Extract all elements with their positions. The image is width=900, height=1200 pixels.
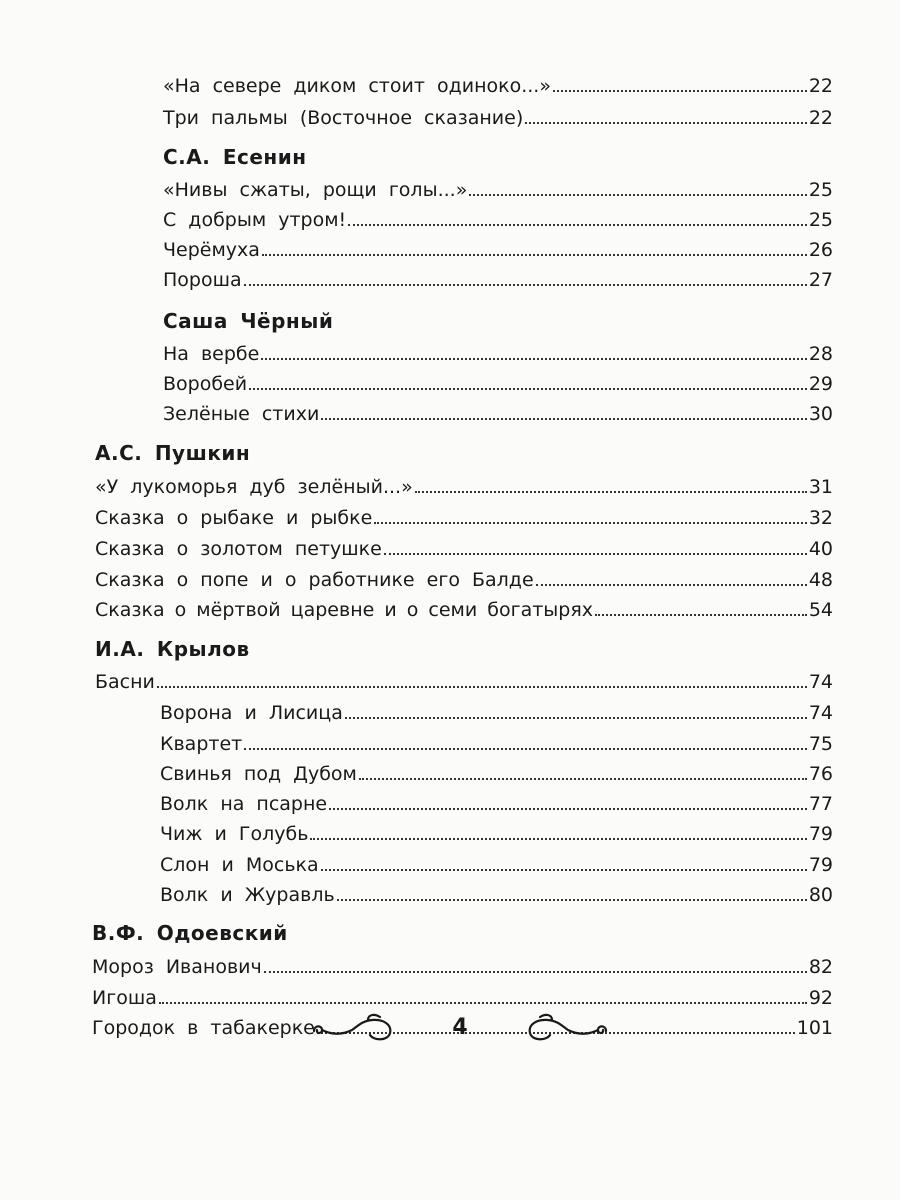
dot-leader bbox=[262, 254, 807, 256]
entry-title: «На севере диком стоит одиноко...» bbox=[163, 75, 551, 97]
entry-title: Игоша bbox=[92, 987, 157, 1009]
toc-entry[interactable] bbox=[163, 340, 833, 366]
entry-page: 25 bbox=[808, 179, 833, 201]
entry-title: На вербе bbox=[163, 343, 260, 365]
entry-page: 22 bbox=[808, 75, 833, 97]
dot-leader bbox=[337, 899, 807, 901]
entry-title: «У лукоморья дуб зелёный...» bbox=[95, 476, 413, 498]
entry-title: Зелёные стихи bbox=[163, 403, 320, 425]
toc-entry[interactable] bbox=[95, 473, 833, 499]
dot-leader bbox=[374, 522, 807, 524]
entry-page: 82 bbox=[808, 956, 833, 978]
dot-leader bbox=[348, 224, 807, 226]
entry-title: Волк на псарне bbox=[160, 793, 328, 815]
toc-entry[interactable] bbox=[95, 596, 833, 622]
toc-entry[interactable] bbox=[160, 820, 833, 846]
entry-title: Пороша bbox=[163, 269, 242, 291]
entry-title: С добрым утром! bbox=[163, 209, 347, 231]
toc-entry[interactable] bbox=[160, 851, 833, 877]
entry-title: Сказка о золотом петушке bbox=[95, 538, 382, 560]
author-heading: Саша Чёрный bbox=[163, 309, 334, 333]
entry-page: 26 bbox=[808, 239, 833, 261]
toc-entry[interactable] bbox=[160, 730, 833, 756]
dot-leader bbox=[249, 388, 807, 390]
dot-leader bbox=[415, 491, 807, 493]
entry-title: Басни bbox=[95, 671, 155, 693]
dot-leader bbox=[244, 284, 807, 286]
entry-page: 74 bbox=[808, 671, 833, 693]
toc-entry[interactable] bbox=[160, 699, 833, 725]
entry-page: 54 bbox=[808, 599, 833, 621]
dot-leader bbox=[310, 838, 806, 840]
dot-leader bbox=[469, 194, 806, 196]
toc-entry[interactable] bbox=[163, 400, 833, 426]
entry-page: 28 bbox=[808, 343, 833, 365]
entry-page: 80 bbox=[808, 884, 833, 906]
author-heading: И.А. Крылов bbox=[95, 637, 250, 661]
toc-entry[interactable] bbox=[163, 72, 833, 98]
entry-page: 27 bbox=[808, 269, 833, 291]
author-heading: С.А. Есенин bbox=[163, 145, 307, 169]
entry-title: Три пальмы (Восточное сказание) bbox=[163, 107, 524, 129]
toc-entry[interactable] bbox=[163, 176, 833, 202]
entry-title: «Нивы сжаты, рощи голы...» bbox=[163, 179, 468, 201]
entry-title: Волк и Журавль bbox=[160, 884, 335, 906]
dot-leader bbox=[159, 1002, 807, 1004]
entry-page: 30 bbox=[808, 403, 833, 425]
author-heading: А.С. Пушкин bbox=[95, 441, 251, 465]
dot-leader bbox=[536, 584, 807, 586]
dot-leader bbox=[321, 869, 807, 871]
toc-entry[interactable] bbox=[163, 104, 833, 130]
dot-leader bbox=[264, 971, 807, 973]
toc-entry[interactable] bbox=[95, 566, 833, 592]
dot-leader bbox=[384, 553, 807, 555]
toc-entry[interactable] bbox=[160, 790, 833, 816]
dot-leader bbox=[329, 808, 807, 810]
entry-page: 29 bbox=[808, 373, 833, 395]
dot-leader bbox=[525, 122, 807, 124]
toc-entry[interactable] bbox=[95, 504, 833, 530]
entry-page: 31 bbox=[808, 476, 833, 498]
toc-entry[interactable] bbox=[95, 535, 833, 561]
dot-leader bbox=[595, 614, 807, 616]
entry-page: 92 bbox=[808, 987, 833, 1009]
entry-title: Черёмуха bbox=[163, 239, 260, 261]
entry-title: Мороз Иванович bbox=[92, 956, 262, 978]
toc-entry[interactable] bbox=[163, 370, 833, 396]
entry-title: Слон и Моська bbox=[160, 854, 319, 876]
entry-page: 75 bbox=[808, 733, 833, 755]
entry-page: 76 bbox=[808, 763, 833, 785]
dot-leader bbox=[321, 418, 807, 420]
toc-entry[interactable] bbox=[160, 881, 833, 907]
toc-entry[interactable] bbox=[163, 266, 833, 292]
toc-group-entry[interactable] bbox=[95, 668, 833, 694]
entry-page: 22 bbox=[808, 107, 833, 129]
toc-entry[interactable] bbox=[160, 760, 833, 786]
entry-page: 79 bbox=[808, 854, 833, 876]
entry-title: Сказка о попе и о работнике его Балде bbox=[95, 569, 534, 591]
entry-page: 40 bbox=[808, 538, 833, 560]
dot-leader bbox=[345, 717, 807, 719]
entry-title: Сказка о мёртвой царевне и о семи богатырях bbox=[95, 599, 594, 621]
entry-title: Воробей bbox=[163, 373, 248, 395]
entry-title: Свинья под Дубом bbox=[160, 763, 357, 785]
entry-page: 32 bbox=[808, 507, 833, 529]
entry-page: 48 bbox=[808, 569, 833, 591]
entry-title: Квартет bbox=[160, 733, 243, 755]
toc-entry[interactable] bbox=[163, 236, 833, 262]
entry-title: Ворона и Лисица bbox=[160, 702, 343, 724]
page-footer bbox=[300, 1005, 620, 1055]
dot-leader bbox=[157, 686, 807, 688]
dot-leader bbox=[261, 358, 806, 360]
toc-entry[interactable] bbox=[92, 953, 833, 979]
entry-page: 101 bbox=[796, 1017, 833, 1039]
author-heading: В.Ф. Одоевский bbox=[92, 921, 288, 945]
entry-page: 25 bbox=[808, 209, 833, 231]
page-number: 4 bbox=[452, 1015, 468, 1040]
entry-page: 74 bbox=[808, 702, 833, 724]
entry-title: Городок в табакерке bbox=[92, 1017, 315, 1039]
flourish-right-icon bbox=[515, 1011, 610, 1045]
entry-title: Чиж и Голубь bbox=[160, 823, 309, 845]
dot-leader bbox=[553, 90, 807, 92]
dot-leader bbox=[244, 748, 807, 750]
toc-entry[interactable] bbox=[163, 206, 833, 232]
entry-page: 77 bbox=[808, 793, 833, 815]
entry-page: 79 bbox=[808, 823, 833, 845]
entry-title: Сказка о рыбаке и рыбке bbox=[95, 507, 373, 529]
dot-leader bbox=[359, 778, 807, 780]
